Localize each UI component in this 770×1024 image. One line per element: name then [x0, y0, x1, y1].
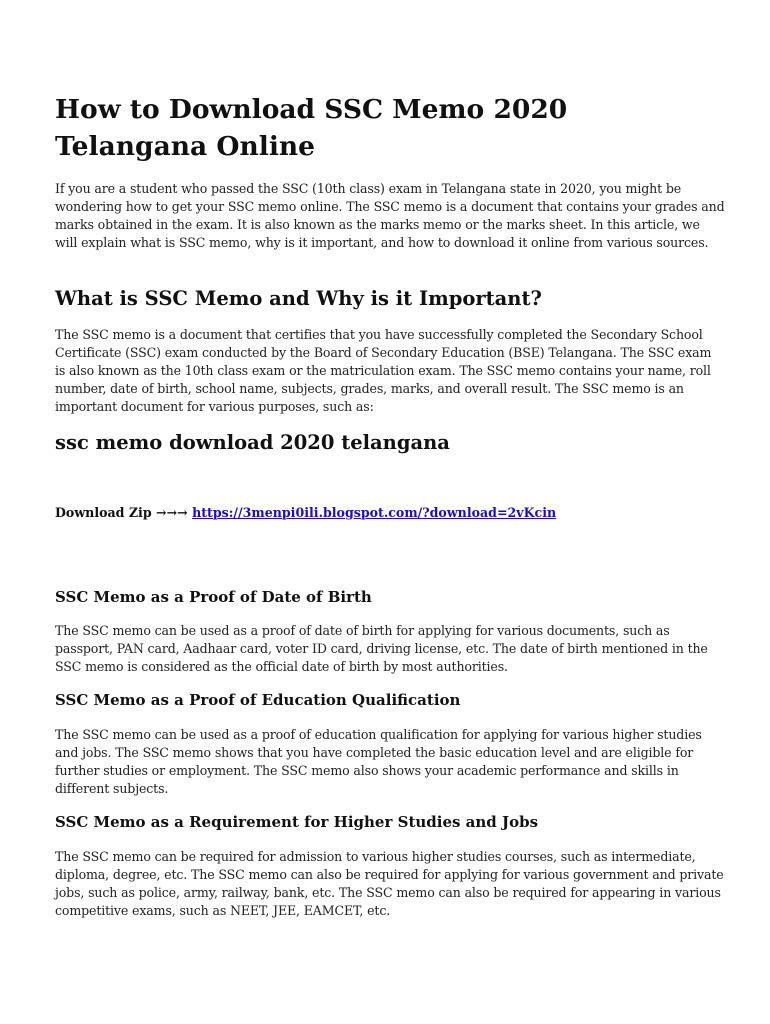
subsection-paragraph-education-qualification: The SSC memo can be used as a proof of education qualification for applying for various higher studies and jobs. The SSC memo shows that you have completed the basic education level and are eligible for further studies or employment. The SSC memo also shows your academic performance and skills in different subjects. [55, 727, 702, 796]
download-label: Download Zip →→→ [55, 505, 188, 520]
section-heading-what-is-ssc-memo: What is SSC Memo and Why is it Important? [55, 287, 542, 310]
download-link[interactable]: https://3menpi0ili.blogspot.com/?download=2vKcin [192, 505, 557, 520]
page-title: How to Download SSC Memo 2020 Telangana Online [55, 94, 568, 162]
subsection-paragraph-higher-studies-jobs: The SSC memo can be required for admission to various higher studies courses, such as intermediate, diploma, degree, etc. The SSC memo can also be required for applying for various government and private jobs, such as police, army, railway, bank, etc. The SSC memo can also be required for appearing in various competitive exams, such as NEET, JEE, EAMCET, etc. [55, 849, 724, 918]
subsection-heading-higher-studies-jobs: SSC Memo as a Requirement for Higher Studies and Jobs [55, 813, 539, 831]
section-paragraph-what-is-ssc-memo: The SSC memo is a document that certifies that you have successfully completed the Secondary School Certificate (SSC) exam conducted by the Board of Secondary Education (BSE) Telangana. The SSC exam is also known as the 10th class exam or the matriculation exam. The SSC memo contains your name, roll number, date of birth, school name, subjects, grades, marks, and overall result. The SSC memo is an important document for various purposes, such as: [55, 327, 712, 414]
subsection-heading-education-qualification: SSC Memo as a Proof of Education Qualification [55, 691, 461, 709]
intro-paragraph: If you are a student who passed the SSC (10th class) exam in Telangana state in 2020, you might be wondering how to get your SSC memo online. The SSC memo is a document that contains your grades and marks obtained in the exam. It is also known as the marks memo or the marks sheet. In this article, we will explain what is SSC memo, why is it important, and how to download it online from various sources. [55, 181, 725, 250]
subsection-heading-date-of-birth: SSC Memo as a Proof of Date of Birth [55, 588, 372, 606]
keyword-heading: ssc memo download 2020 telangana [55, 431, 450, 454]
download-line [55, 504, 556, 522]
subsection-paragraph-date-of-birth: The SSC memo can be used as a proof of date of birth for applying for various documents, such as passport, PAN card, Aadhaar card, voter ID card, driving license, etc. The date of birth mentioned in the SSC memo is considered as the official date of birth by most authorities. [55, 623, 708, 674]
